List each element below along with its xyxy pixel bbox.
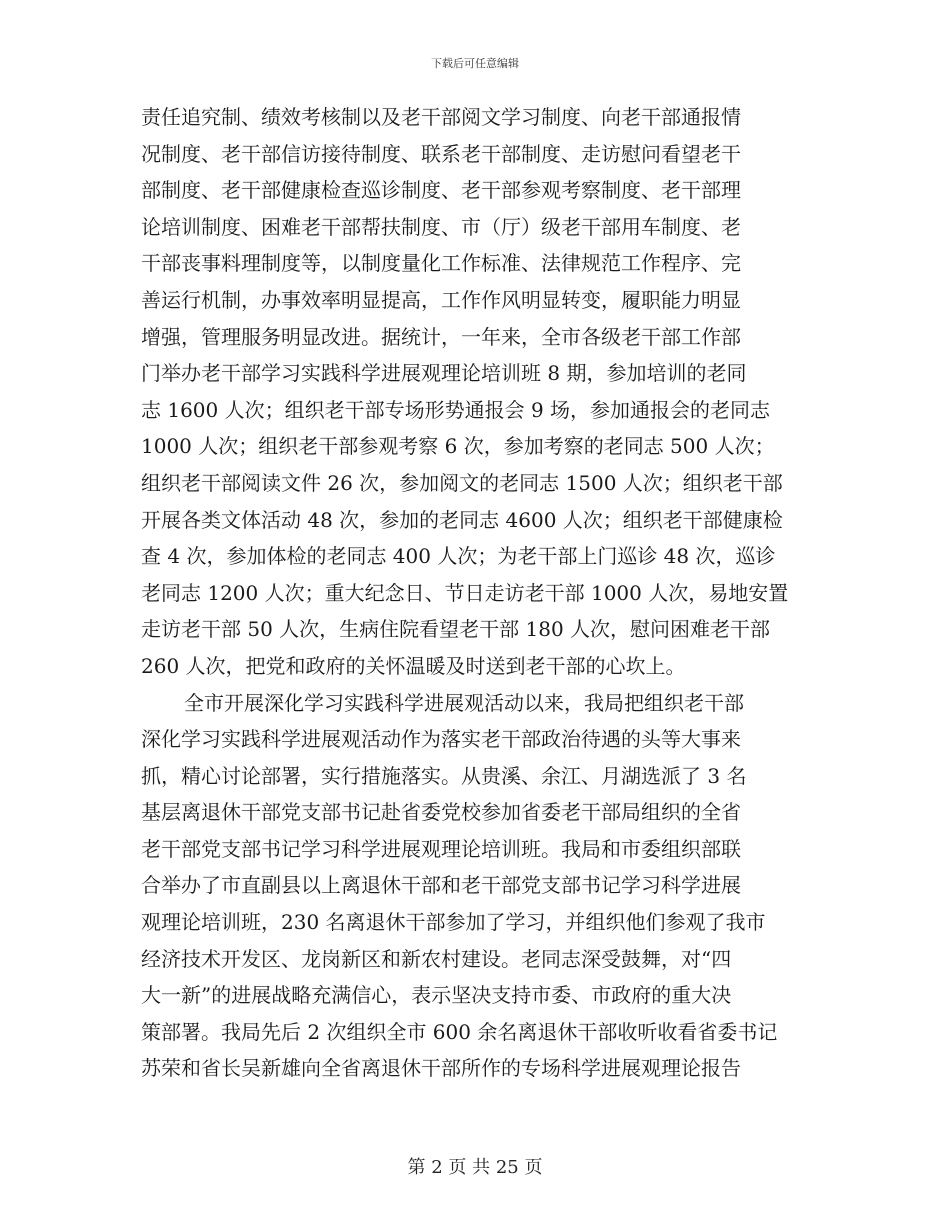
text-line: 苏荣和省长吴新雄向全省离退休干部所作的专场科学进展观理论报告 [141,1056,741,1081]
text-line: 基层离退休干部党支部书记赴省委党校参加省委老干部局组织的全省 [141,800,741,825]
text-line: 老同志 1200 人次；重大纪念日、节日走访老干部 1000 人次，易地安置 [141,580,789,605]
text-line: 抓，精心讨论部署，实行措施落实。从贵溪、余江、月湖选派了 3 名 [141,763,747,788]
text-line: 志 1600 人次；组织老干部专场形势通报会 9 场，参加通报会的老同志 [141,397,771,422]
text-line: 合举办了市直副县以上离退休干部和老干部党支部书记学习科学进展 [141,873,741,898]
page-header: 下载后可任意编辑 [431,57,519,70]
text-line: 论培训制度、困难老干部帮扶制度、市（厅）级老干部用车制度、老 [141,214,741,239]
text-line: 1000 人次；组织老干部参观考察 6 次，参加考察的老同志 500 人次； [141,434,775,459]
text-line: 经济技术开发区、龙岗新区和新农村建设。老同志深受鼓舞，对“四 [141,946,732,971]
text-line: 走访老干部 50 人次，生病住院看望老干部 180 人次，慰问困难老干部 [141,617,771,642]
page-footer: 第 2 页 共 25 页 [407,1157,543,1178]
paragraph-start-line: 全市开展深化学习实践科学进展观活动以来，我局把组织老干部 [184,690,744,715]
text-line: 门举办老干部学习实践科学进展观理论培训班 8 期，参加培训的老同 [141,361,747,386]
text-line: 大一新”的进展战略充满信心，表示坚决支持市委、市政府的重大决 [141,983,732,1008]
text-line: 况制度、老干部信访接待制度、联系老干部制度、走访慰问看望老干 [141,141,741,166]
text-line: 组织老干部阅读文件 26 次，参加阅文的老同志 1500 人次；组织老干部 [141,470,783,495]
text-line: 善运行机制，办事效率明显提高，工作作风明显转变，履职能力明显 [141,287,741,312]
text-line: 260 人次，把党和政府的关怀温暖及时送到老干部的心坎上。 [141,653,686,678]
text-line: 观理论培训班，230 名离退休干部参加了学习，并组织他们参观了我市 [141,910,766,935]
text-line: 干部丧事料理制度等，以制度量化工作标准、法律规范工作程序、完 [141,251,741,276]
text-line: 深化学习实践科学进展观活动作为落实老干部政治待遇的头等大事来 [141,727,741,752]
text-line: 责任追究制、绩效考核制以及老干部阅文学习制度、向老干部通报情 [141,105,741,129]
text-line: 部制度、老干部健康检查巡诊制度、老干部参观考察制度、老干部理 [141,178,741,203]
text-line: 查 4 次，参加体检的老同志 400 人次；为老干部上门巡诊 48 次，巡诊 [141,544,776,569]
text-line: 老干部党支部书记学习科学进展观理论培训班。我局和市委组织部联 [141,836,741,861]
text-line: 增强，管理服务明显改进。据统计，一年来，全市各级老干部工作部 [141,324,741,349]
body-text [141,99,813,1087]
text-line: 策部署。我局先后 2 次组织全市 600 余名离退休干部收听收看省委书记 [141,1019,778,1044]
text-line: 开展各类文体活动 48 次，参加的老同志 4600 人次；组织老干部健康检 [141,507,783,532]
